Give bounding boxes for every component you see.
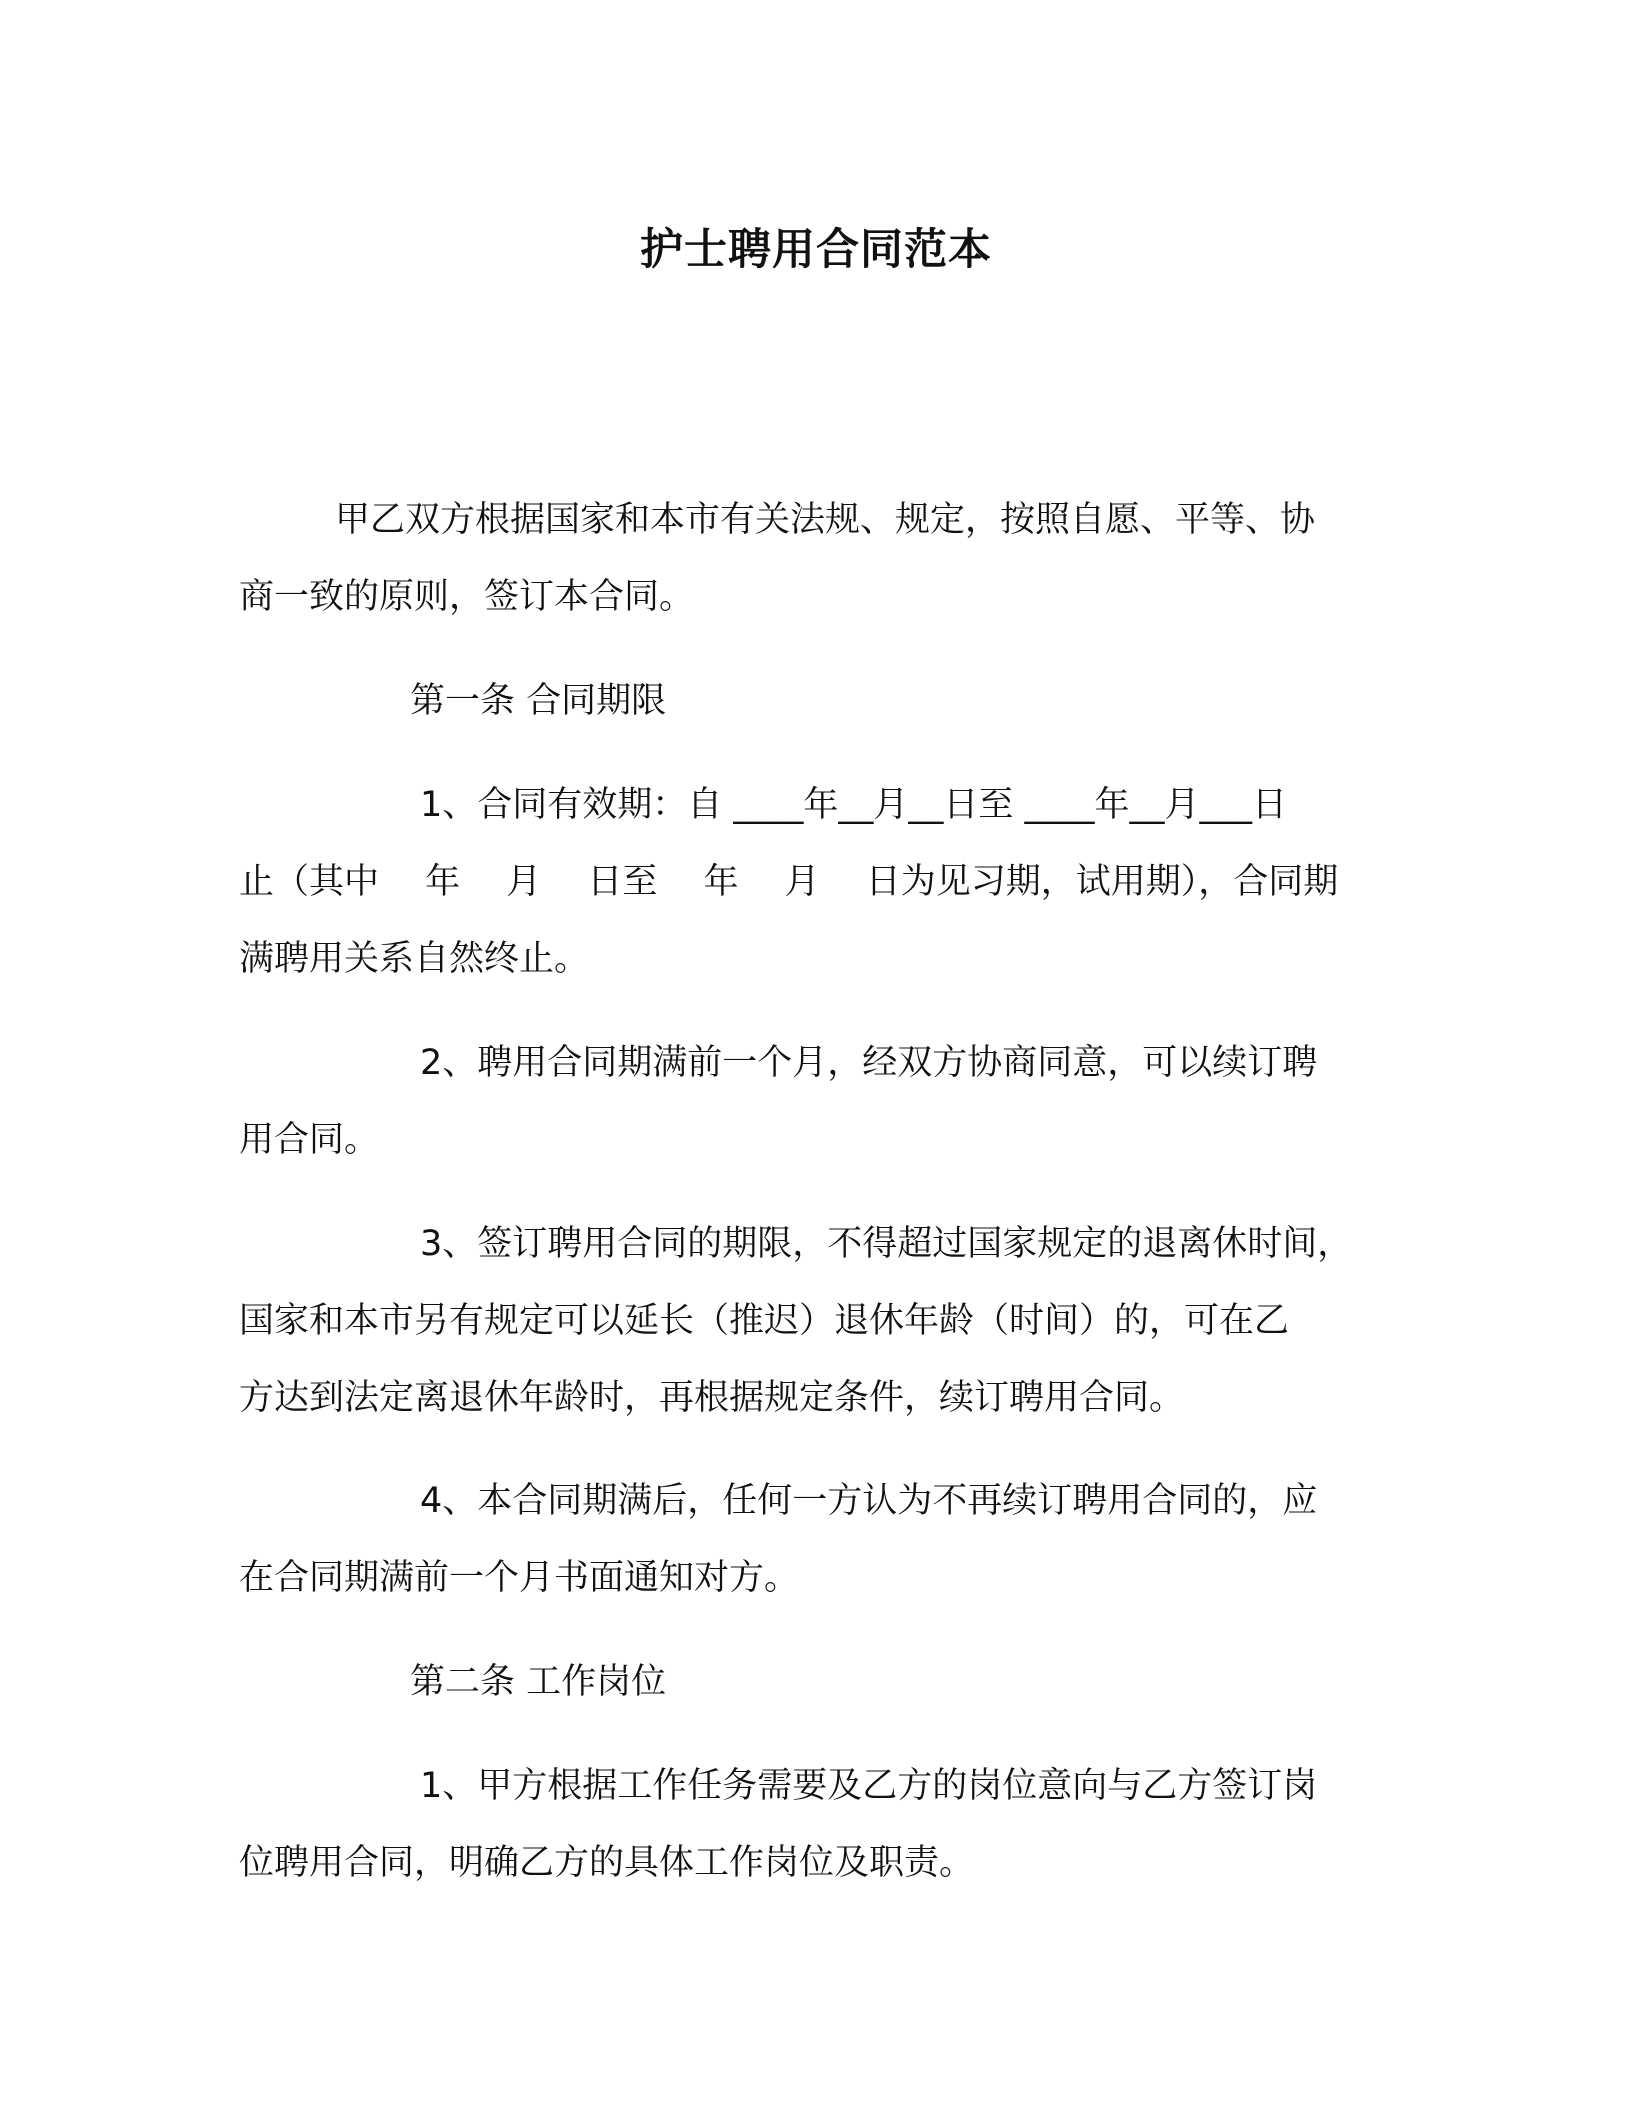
article-2-heading: [239, 1644, 1399, 1721]
article-1-item-2-line-2: 用合同。: [239, 1120, 380, 1160]
article-1-item-1-line-1: 1、合同有效期：自 ____年__月__日至 ____年__月___日: [420, 785, 1288, 825]
article-1-item-4: [239, 1463, 1399, 1617]
article-1-item-4-line-1: 4、本合同期满后，任何一方认为不再续订聘用合同的，应: [420, 1481, 1318, 1521]
article-1-item-2-line-1: 2、聘用合同期满前一个月，经双方协商同意，可以续订聘: [420, 1043, 1318, 1083]
intro-line-2: 商一致的原则，签订本合同。: [239, 577, 695, 617]
article-1-heading: [239, 663, 1399, 740]
article-1-item-4-line-2: 在合同期满前一个月书面通知对方。: [239, 1558, 800, 1598]
article-2-item-1-line-2: 位聘用合同，明确乙方的具体工作岗位及职责。: [239, 1843, 975, 1883]
article-2-item-1: [239, 1748, 1399, 1902]
article-2-heading-text: 第二条 工作岗位: [410, 1662, 667, 1702]
article-2-item-1-line-1: 1、甲方根据工作任务需要及乙方的岗位意向与乙方签订岗: [420, 1766, 1318, 1806]
document-title: 护士聘用合同范本: [640, 225, 992, 275]
article-1-item-1-line-3: 满聘用关系自然终止。: [239, 939, 590, 979]
article-1-heading-text: 第一条 合同期限: [410, 681, 667, 721]
article-1-item-2: [239, 1025, 1399, 1179]
intro-paragraph: [239, 482, 1399, 636]
article-1-item-3-line-1: 3、签订聘用合同的期限，不得超过国家规定的退离休时间，: [420, 1224, 1353, 1264]
article-1-item-1-line-2: 止（其中 年 月 日至 年 月 日为见习期，试用期），合同期: [239, 862, 1339, 902]
intro-line-1: 甲乙双方根据国家和本市有关法规、规定，按照自愿、平等、协: [335, 500, 1316, 540]
article-1-item-3-line-2: 国家和本市另有规定可以延长（推迟）退休年龄（时间）的，可在乙: [239, 1301, 1290, 1341]
article-1-item-3: [239, 1206, 1399, 1437]
article-1-item-1: [239, 767, 1399, 998]
article-1-item-3-line-3: 方达到法定离退休年龄时，再根据规定条件，续订聘用合同。: [239, 1378, 1185, 1418]
